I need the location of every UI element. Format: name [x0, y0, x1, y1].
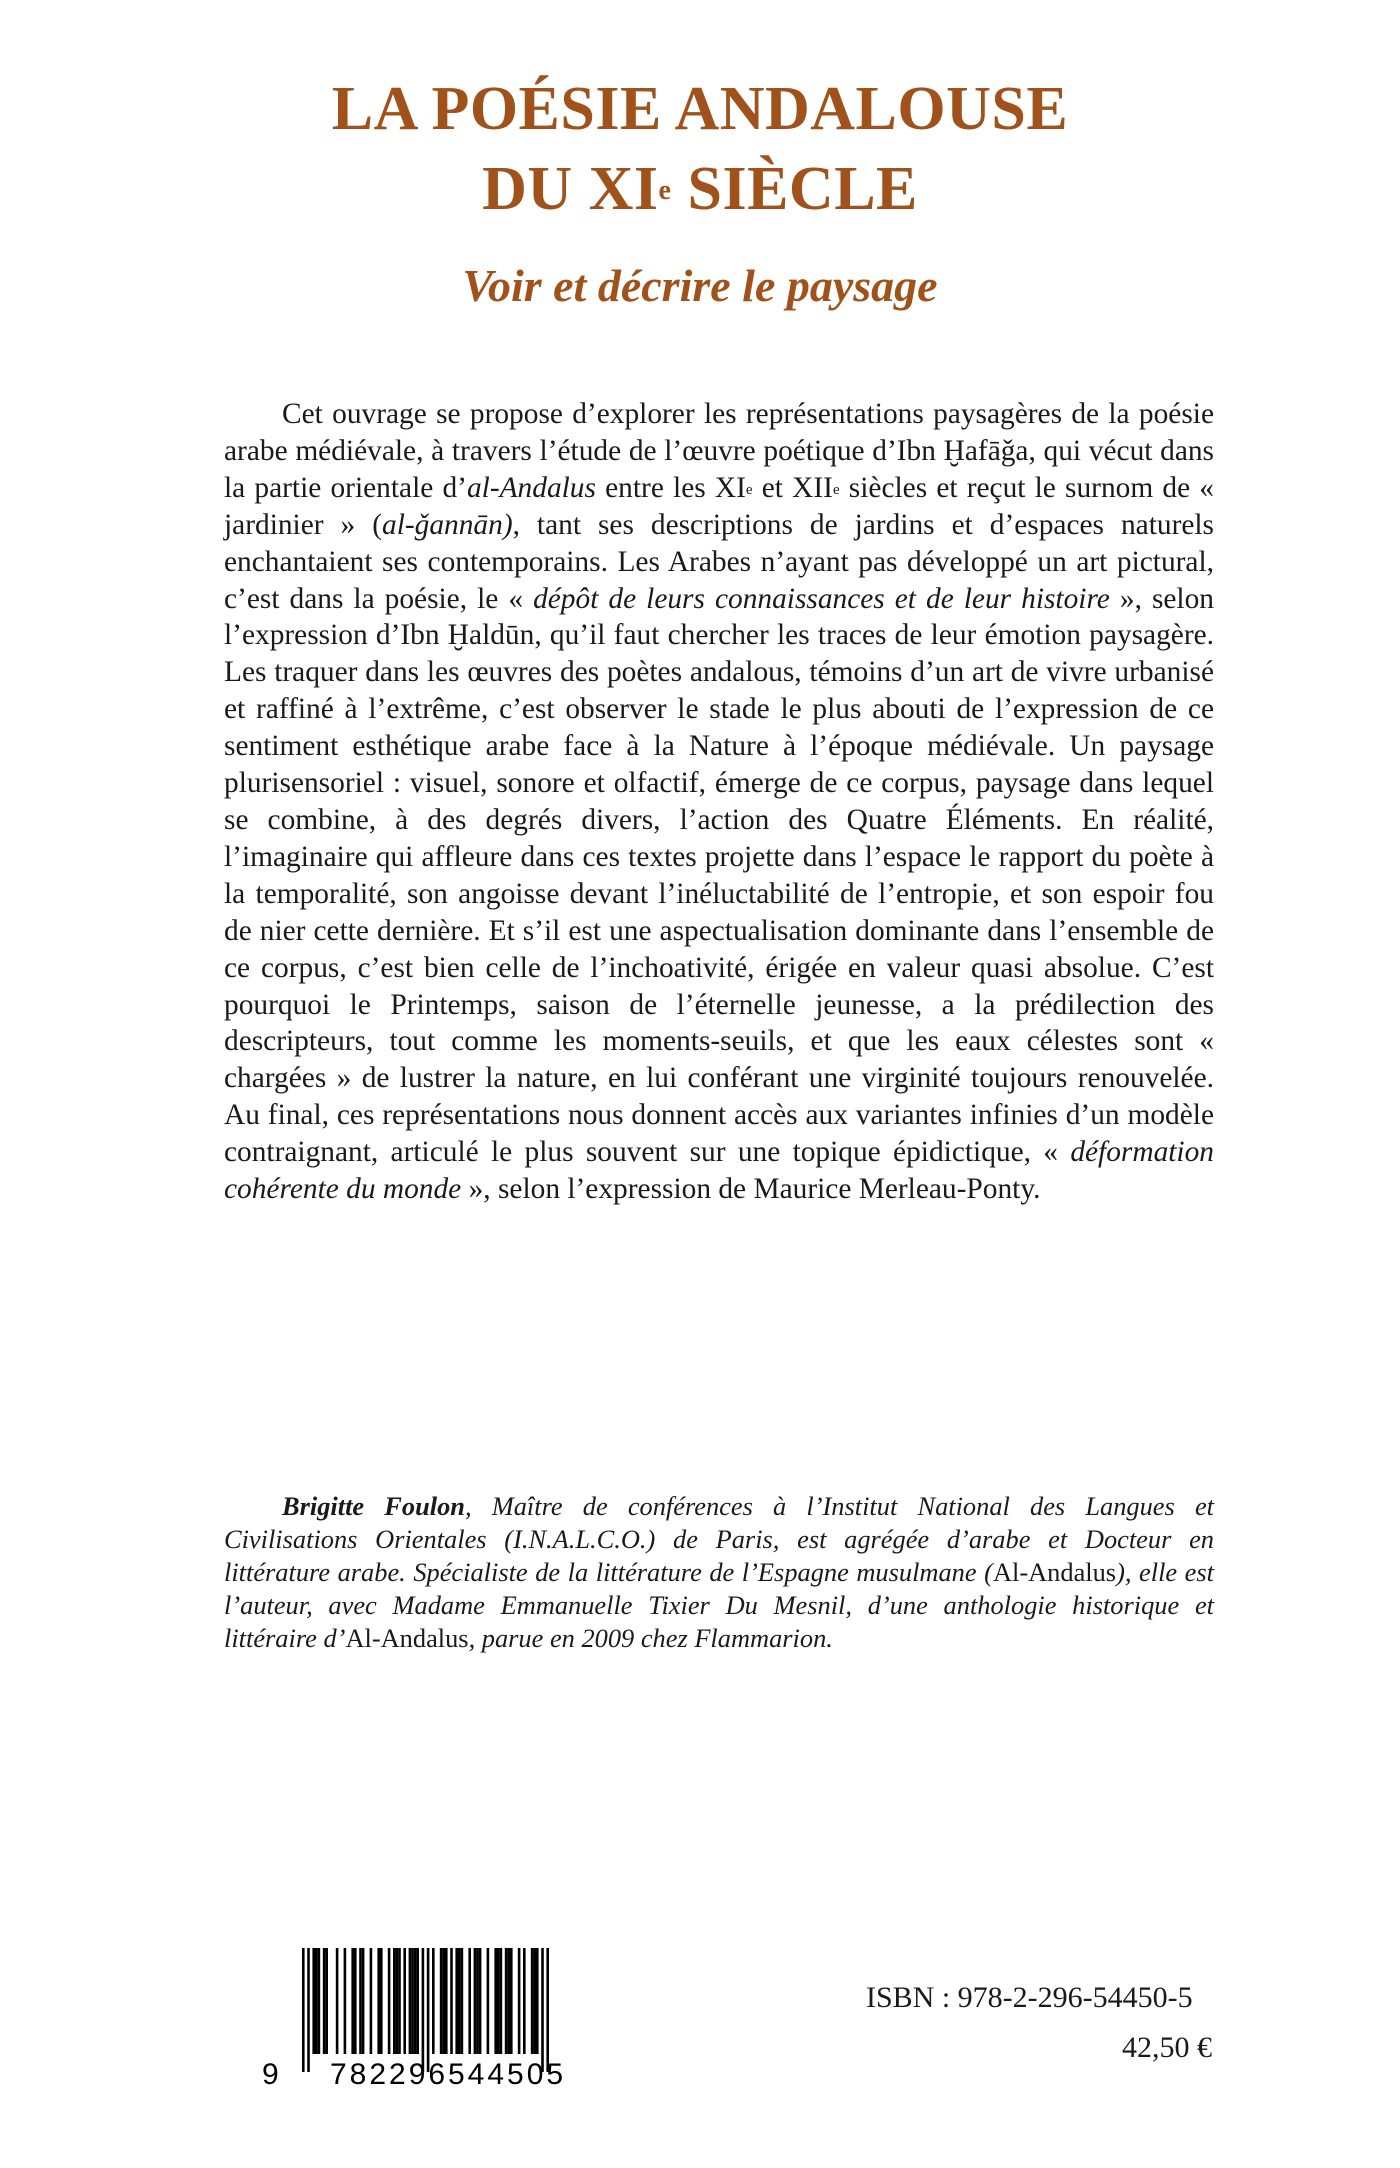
title-superscript: e: [658, 175, 672, 206]
price: 42,50 €: [1122, 2031, 1212, 2064]
author-name: Brigitte Foulon: [282, 1491, 465, 1521]
barcode-bars: [302, 1948, 549, 2072]
bio-text: , parue en 2009 chez Flammarion.: [468, 1623, 833, 1653]
barcode-bar: [487, 1948, 490, 2054]
barcode-bar: [377, 1948, 380, 2054]
italic-quote: dépôt de leurs connaissances et de leur histoire: [533, 582, 1110, 615]
barcode-bar: [411, 1948, 414, 2054]
superscript: e: [832, 481, 840, 498]
barcode-bar: [531, 1948, 534, 2054]
bio-upright-term: Al-Andalus: [345, 1623, 469, 1653]
italic-term: al-ǧannān): [382, 508, 513, 541]
barcode-bar: [427, 1948, 430, 2072]
bio-upright-term: Al-Andalus: [992, 1557, 1117, 1587]
text-segment: », selon l’expression d’Ibn Ḫaldūn, qu’il faut chercher les traces de leur émotion paysagère. Les traquer dans les œuvres des poètes andalous, témoins d’un art de vivre urbanisé et raffiné à l’extrême, c’est observer le stade le plus abouti de l’expression de ce sentiment esthétique arabe face à la Nature à l’époque médiévale. Un paysage plurisensoriel : visuel, sonore et olfactif, émerge de ce corpus, paysage dans lequel se combine, à des degrés divers, l’action des Quatre Éléments. En réalité, l’imaginaire qui affleure dans ces textes projette dans l’espace le rapport du poète à la temporalité, son angoisse devant l’inéluctabilité de l’entropie, et son espoir fou de nier cette dernière. Et s’il est une aspectualisation dominante dans l’ensemble de ce corpus, c’est bien celle de l’inchoativité, érigée en valeur quasi absolue. C’est pourquoi le Printemps, saison de l’éternelle jeunesse, a la prédilection des descripteurs, tout comme les moments-seuils, et que les eaux célestes sont « chargées » de lustrer la nature, en lui conférant une virginité toujours renouvelée. Au final, ces représentations nous donnent accès aux variantes infinies d’un modèle contraignant, articulé le plus souvent sur une topique épidictique, «: [224, 582, 1214, 1169]
text-segment: entre les XI: [595, 471, 746, 504]
text-segment: , tant ses descriptions de jardins et d’espaces naturels enchantaient ses contemporains. Les Arabes n’ayant pas développé un art pictural, c’est dans la poésie, le «: [224, 508, 1214, 615]
barcode-bar: [442, 1948, 445, 2054]
barcode-bar: [422, 1948, 425, 2072]
barcode-bar: [396, 1948, 399, 2054]
barcode-graphic: [262, 1948, 578, 2088]
barcode-bar: [461, 1948, 464, 2054]
barcode-bar: [536, 1948, 539, 2054]
barcode-bar: [403, 1948, 406, 2054]
barcode-bar: [380, 1948, 383, 2054]
barcode-bar: [450, 1948, 453, 2054]
italic-term: al-Andalus: [466, 471, 596, 504]
barcode-bar: [474, 1948, 477, 2054]
barcode-bar: [546, 1948, 549, 2072]
title-line-2-part1: DU XI: [482, 155, 659, 223]
text-segment: », selon l’expression de Maurice Merleau-Ponty.: [461, 1173, 1041, 1206]
barcode-bar: [336, 1948, 339, 2054]
isbn: ISBN : 978-2-296-54450-5: [866, 1981, 1193, 2014]
barcode-bar: [393, 1948, 396, 2054]
barcode-bar: [416, 1948, 419, 2054]
text-segment: et XII: [752, 471, 833, 504]
barcode-bar: [409, 1948, 412, 2054]
barcode-bar: [344, 1948, 347, 2054]
barcode-bar: [370, 1948, 373, 2054]
barcode-bar: [440, 1948, 443, 2054]
barcode-bar: [432, 1948, 435, 2054]
barcode-bar: [398, 1948, 401, 2054]
barcode: [262, 1948, 578, 2088]
barcode-bar: [445, 1948, 448, 2054]
bio-text: , Maître de conférences à l’Institut National des Langues et Civilisations Orientales (I.N.A.L.C.O.) de Paris, est agrégée d’arabe et Docteur en littérature arabe. Spécialiste de la littérature de l’Espagne musulmane (: [224, 1491, 1215, 1587]
description-paragraph: [224, 396, 1214, 1208]
author-bio: [224, 1490, 1214, 1655]
barcode-bar: [354, 1948, 357, 2054]
barcode-bar: [505, 1948, 508, 2054]
barcode-bar: [325, 1948, 328, 2054]
barcode-digits-right: 544505: [448, 2058, 567, 2088]
title-line-1: LA POÉSIE ANDALOUSE: [331, 75, 1069, 143]
title-line-2-part2: SIÈCLE: [671, 155, 918, 223]
barcode-bar: [323, 1948, 326, 2054]
barcode-bar: [455, 1948, 458, 2054]
barcode-bar: [541, 1948, 544, 2072]
bio-text: ), elle est l’auteur, avec Madame Emmanuelle Tixier Du Mesnil, d’une anthologie historique et littéraire d’: [224, 1557, 1214, 1653]
barcode-bar: [312, 1948, 315, 2054]
barcode-bar: [414, 1948, 417, 2054]
barcode-bar: [468, 1948, 471, 2054]
barcode-bar: [302, 1948, 305, 2072]
barcode-bar: [479, 1948, 482, 2054]
barcode-bar: [318, 1948, 321, 2054]
barcode-bar: [507, 1948, 510, 2054]
barcode-bar: [362, 1948, 365, 2054]
superscript: e: [745, 481, 753, 498]
barcode-bar: [351, 1948, 354, 2054]
barcode-digits-left: 782296: [330, 2058, 449, 2088]
barcode-bar: [500, 1948, 503, 2054]
barcode-bar: [315, 1948, 318, 2054]
barcode-bar: [497, 1948, 500, 2054]
barcode-bar: [494, 1948, 497, 2054]
barcode-bar: [476, 1948, 479, 2054]
barcode-bar: [458, 1948, 461, 2054]
barcode-bar: [388, 1948, 391, 2054]
text-segment: siècles et reçut le surnom de « jardinier » (: [224, 471, 1214, 541]
barcode-bar: [518, 1948, 521, 2054]
italic-quote: déformation cohérente du monde: [224, 1136, 1214, 1206]
subtitle: Voir et décrire le paysage: [462, 260, 938, 311]
barcode-bar: [510, 1948, 513, 2054]
barcode-bar: [307, 1948, 310, 2072]
barcode-bar: [359, 1948, 362, 2054]
barcode-bar: [523, 1948, 526, 2054]
barcode-digit-first: 9: [262, 2058, 279, 2088]
barcode-bar: [533, 1948, 536, 2054]
text-segment: Cet ouvrage se propose d’explorer les représentations paysagères de la poésie arabe médiévale, à travers l’étude de l’œuvre poétique d’Ibn Ḫafāǧa, qui vécut dans la partie orientale d’: [224, 398, 1214, 504]
title-line-2: [0, 155, 1400, 223]
